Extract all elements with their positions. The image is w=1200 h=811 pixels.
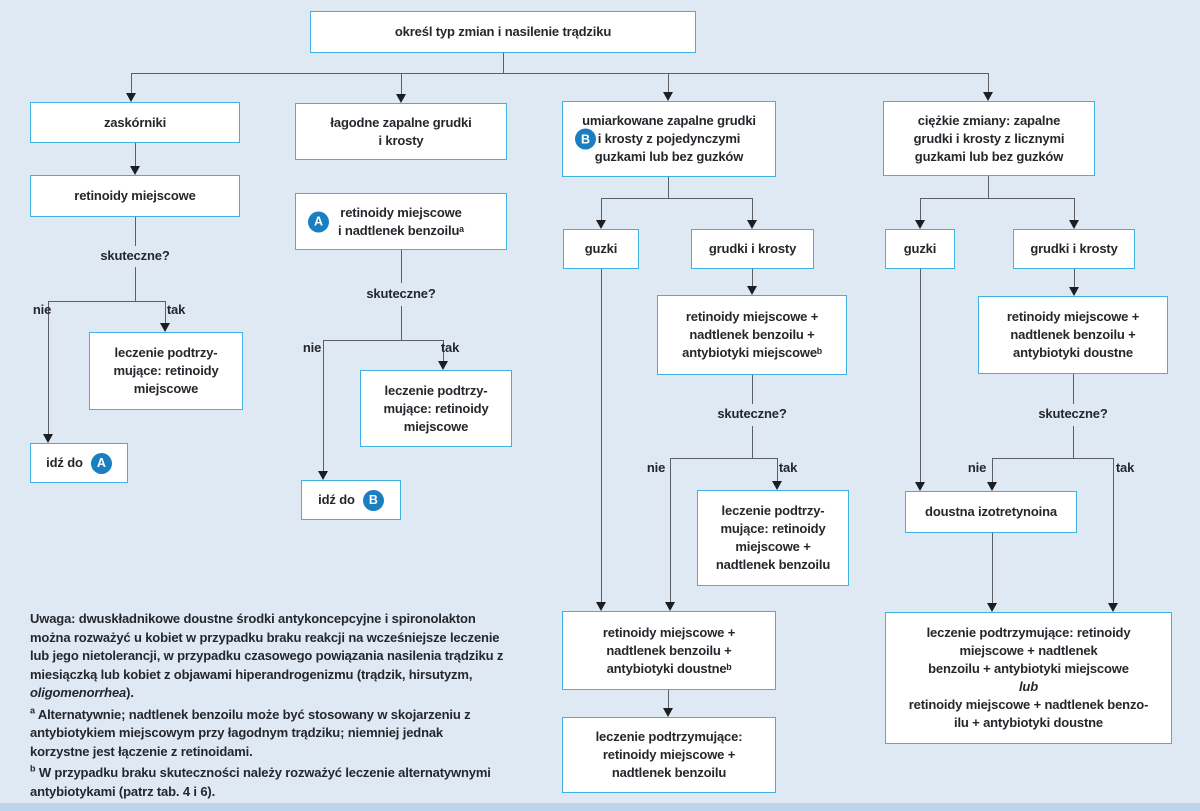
node-moderate-lesions [562, 101, 776, 177]
arrow-down-icon [1069, 220, 1079, 229]
node-label [311, 23, 695, 41]
node-label [302, 490, 400, 511]
connector-line [668, 177, 669, 198]
arrow-down-icon [987, 482, 997, 491]
bottom-border-strip [0, 803, 1200, 811]
node-label-line: lub [1018, 679, 1039, 694]
node-label-line: retinoidy miejscowe + [685, 309, 819, 324]
effective-question-severe: skuteczne? [1038, 406, 1108, 421]
node-label-line: miejscowe [133, 381, 199, 396]
node-label [361, 382, 511, 436]
connector-line [135, 143, 136, 167]
node-label-line: ilu + antybiotyki doustne [953, 715, 1104, 730]
node-label-line: idź do [318, 492, 355, 507]
node-papules-moderate [691, 229, 814, 269]
node-label-line: łagodne zapalne grudki [330, 114, 472, 130]
connector-line [920, 269, 921, 483]
node-nodules-severe [885, 229, 955, 269]
footnote-paragraph [30, 706, 504, 762]
node-label-line: guzkami lub bez guzków [914, 148, 1064, 164]
effective-question-mild: skuteczne? [366, 286, 436, 301]
connector-line [920, 198, 1074, 199]
node-maintenance-severe [885, 612, 1172, 744]
connector-line [670, 458, 671, 603]
node-severe-lesions [883, 101, 1095, 176]
node-label-line: i krosty z pojedynczymi [597, 131, 741, 146]
node-label [564, 240, 638, 258]
node-retinoids-bpo [295, 193, 507, 250]
arrow-down-icon [915, 220, 925, 229]
node-goto-a [30, 443, 128, 483]
yes-branch-severe: tak [1115, 460, 1135, 475]
connector-line [988, 176, 989, 198]
node-label-line: leczenie podtrzy- [721, 503, 825, 518]
node-label-line: retinoidy miejscowe [340, 204, 462, 220]
connector-line [752, 426, 753, 458]
connector-line [1073, 426, 1074, 458]
node-label-line: benzoilu + antybiotyki miejscowe [928, 661, 1129, 676]
node-label [563, 728, 775, 782]
node-label [90, 344, 242, 398]
node-label [31, 453, 127, 474]
node-maintenance-comedones [89, 332, 243, 410]
connector-line [920, 198, 921, 221]
node-label-line: leczenie podtrzymujące: retinoidy [926, 625, 1131, 640]
node-oral-antibiotics-moderate [562, 611, 776, 690]
node-label-line: mujące: retinoidy [720, 521, 826, 536]
footnote-text: W przypadku braku skuteczności należy rozważyć leczenie alternatywnymi antybiotykami (patrz tab. 4 i 6). [30, 765, 491, 799]
node-label-line: leczenie podtrzymujące: [595, 729, 743, 744]
no-branch-comedones: nie [32, 302, 52, 317]
node-label [692, 240, 813, 258]
node-label-line: zaskórniki [103, 114, 167, 130]
node-label-line: grudki i krosty [1030, 241, 1118, 256]
no-branch-moderate: nie [646, 460, 666, 475]
node-label [31, 187, 239, 205]
node-start [310, 11, 696, 53]
connector-line [131, 73, 132, 94]
connector-line [988, 73, 989, 93]
connector-line [48, 301, 165, 302]
connector-line [752, 375, 753, 404]
arrow-down-icon [126, 93, 136, 102]
arrow-down-icon [772, 481, 782, 490]
node-maintenance-moderate-final [562, 717, 776, 793]
arrow-down-icon [596, 602, 606, 611]
node-label-line: grudki i krosty [708, 241, 797, 256]
node-maintenance-moderate [697, 490, 849, 586]
yes-branch-moderate: tak [778, 460, 798, 475]
node-label [296, 114, 506, 150]
connector-line [992, 458, 993, 483]
connector-line [668, 690, 669, 709]
node-label-line: i krosty [378, 132, 424, 148]
node-label-line: retinoidy miejscowe + nadtlenek benzo- [908, 697, 1149, 712]
footnote-paragraph [30, 764, 504, 801]
node-label-line: umiarkowane zapalne grudki [582, 113, 756, 128]
no-branch-severe: nie [967, 460, 987, 475]
footnote-paragraph [30, 610, 504, 703]
connector-line [601, 198, 752, 199]
node-label-line: ciężkie zmiany: zapalne [917, 112, 1061, 128]
badge-b-icon: B [363, 490, 384, 511]
node-label-line: retinoidy miejscowe + [1006, 309, 1140, 324]
node-label [698, 502, 848, 574]
arrow-down-icon [915, 482, 925, 491]
connector-line [1073, 374, 1074, 404]
node-label-line: nadtlenek benzoilu [611, 765, 727, 780]
node-topical-triple [657, 295, 847, 375]
connector-line [992, 533, 993, 604]
connector-line [1113, 458, 1114, 604]
connector-line [48, 301, 49, 435]
node-label-line: leczenie podtrzy- [114, 345, 218, 360]
node-label-line: guzkami lub bez guzków [594, 149, 744, 164]
badge-a-icon: A [308, 211, 329, 232]
connector-line [401, 250, 402, 283]
node-mild-lesions [295, 103, 507, 160]
arrow-down-icon [663, 708, 673, 717]
connector-line [1074, 198, 1075, 221]
badge-b-icon: B [575, 129, 596, 150]
arrow-down-icon [596, 220, 606, 229]
footnote-marker: a [30, 705, 35, 716]
node-label-line: miejscowe + nadtlenek [959, 643, 1098, 658]
node-label-line: leczenie podtrzy- [384, 382, 488, 398]
node-topical-retinoids [30, 175, 240, 217]
node-papules-severe [1013, 229, 1135, 269]
connector-line [135, 267, 136, 301]
node-nodules-moderate [563, 229, 639, 269]
connector-line [670, 458, 777, 459]
node-label-line: guzki [584, 241, 618, 256]
node-label-line: miejscowe [403, 418, 469, 434]
node-label-line: antybiotyki doustne [1013, 345, 1133, 360]
node-label-line: idź do [46, 455, 83, 470]
node-oral-isotretinoin [905, 491, 1077, 533]
node-label [31, 114, 239, 132]
node-label [886, 624, 1171, 732]
arrow-down-icon [318, 471, 328, 480]
node-label-line: miejscowe + [735, 539, 811, 554]
yes-branch-comedones: tak [166, 302, 186, 317]
no-branch-mild: nie [302, 340, 322, 355]
connector-line [752, 269, 753, 287]
arrow-down-icon [43, 434, 53, 443]
effective-question-moderate: skuteczne? [717, 406, 787, 421]
arrow-down-icon [1069, 287, 1079, 296]
node-label [658, 308, 846, 362]
connector-line [323, 340, 443, 341]
node-label-line: nadtlenek benzoilu + [689, 327, 815, 342]
connector-line [401, 306, 402, 340]
effective-question-comedones: skuteczne? [100, 248, 170, 263]
connector-line [601, 198, 602, 221]
arrow-down-icon [396, 94, 406, 103]
node-label [563, 624, 775, 678]
connector-line [503, 53, 504, 73]
node-label-line: grudki i krosty z licznymi [913, 130, 1065, 146]
node-label-line: doustna izotretynoina [925, 504, 1057, 519]
footnote-text: Uwaga: dwuskładnikowe doustne środki antykoncepcyjne i spironolakton można rozważyć u kobiet w przypadku braku reakcji na wcześniejsze leczenie lub jego nietolerancji, w przypadku czasowego powiązania nasilenia trądziku z miesiączką lub kobiet z objawami hiperandrogenizmu (trądzik, hirsutyzm, [30, 611, 504, 682]
arrow-down-icon [130, 166, 140, 175]
node-label-line: i nadtlenek benzoiluᵃ [338, 222, 464, 238]
connector-line [1074, 269, 1075, 288]
node-label-line: antybiotyki doustneᵇ [606, 660, 732, 676]
arrow-down-icon [1108, 603, 1118, 612]
node-oral-antibiotics-severe [978, 296, 1168, 374]
arrow-down-icon [987, 603, 997, 612]
arrow-down-icon [438, 361, 448, 370]
node-label [979, 308, 1167, 362]
footnote-text: Alternatywnie; nadtlenek benzoilu może być stosowany w skojarzeniu z antybiotykiem miejscowym przy łagodnym trądziku; niemniej jednak korzystne jest łączenie z retinoidami. [30, 706, 471, 759]
arrow-down-icon [663, 92, 673, 101]
node-label-line: nadtlenek benzoilu + [1010, 327, 1136, 342]
connector-line [752, 198, 753, 221]
footnotes-block [30, 610, 504, 804]
connector-line [992, 458, 1113, 459]
node-label [886, 240, 954, 258]
node-label-line: określ typ zmian i nasilenie trądziku [394, 24, 612, 39]
connector-line [401, 73, 402, 95]
node-goto-b [301, 480, 401, 520]
badge-a-icon: A [91, 453, 112, 474]
node-label-line: retinoidy miejscowe + [602, 624, 736, 640]
arrow-down-icon [160, 323, 170, 332]
node-maintenance-mild [360, 370, 512, 447]
footnote-text: oligomenorrhea [30, 685, 127, 700]
arrow-down-icon [747, 286, 757, 295]
node-label-line: antybiotyki miejscoweᵇ [682, 345, 822, 360]
node-label-line: guzki [903, 241, 937, 256]
connector-line [601, 269, 602, 603]
connector-line [131, 73, 989, 74]
node-label-line: mujące: retinoidy [113, 363, 219, 378]
node-label [1014, 240, 1134, 258]
node-label [906, 503, 1076, 521]
node-label-line: retinoidy miejscowe + [602, 747, 736, 762]
footnote-text: ). [126, 685, 134, 700]
node-comedones [30, 102, 240, 143]
node-label-line: nadtlenek benzoilu [715, 557, 831, 572]
footnote-marker: b [30, 763, 36, 774]
arrow-down-icon [983, 92, 993, 101]
node-label [884, 112, 1094, 166]
node-label-line: mujące: retinoidy [383, 400, 489, 416]
node-label-line: retinoidy miejscowe [74, 188, 196, 203]
node-label-line: nadtlenek benzoilu + [606, 642, 732, 658]
arrow-down-icon [747, 220, 757, 229]
connector-line [668, 73, 669, 93]
arrow-down-icon [665, 602, 675, 611]
yes-branch-mild: tak [440, 340, 460, 355]
connector-line [135, 217, 136, 246]
connector-line [323, 340, 324, 472]
